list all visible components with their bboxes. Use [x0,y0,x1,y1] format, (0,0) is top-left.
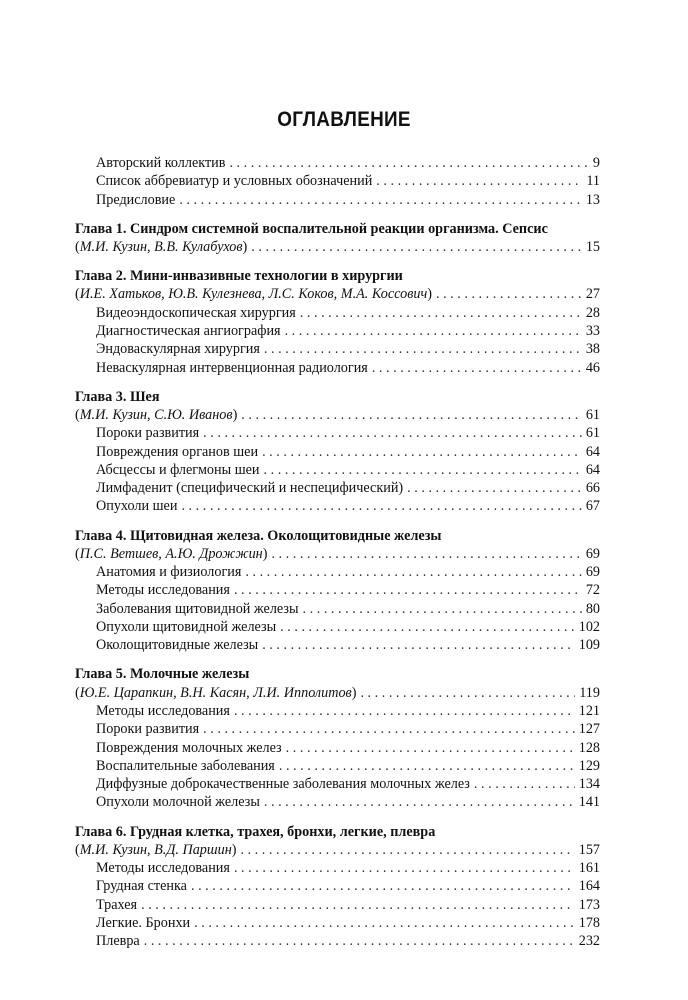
dot-leader [264,793,575,811]
dot-leader [194,914,575,932]
page-number: 15 [585,238,600,255]
chapter-2 [75,267,600,377]
page-number: 127 [578,721,600,738]
page-number: 69 [585,545,600,562]
toc-entry[interactable] [75,191,600,209]
page-number: 38 [585,341,600,358]
entry-label: Лимфаденит (специфический и неспецифический) [96,480,404,497]
chapter-authors: М.И. Кузин, С.Ю. Иванов [79,406,233,423]
toc-entry[interactable] [75,563,600,581]
entry-label: Пороки развития [96,721,200,738]
chapter-4 [75,527,600,655]
chapter-authors-entry[interactable] [75,238,600,256]
toc-entry[interactable] [75,618,600,636]
chapter-6 [75,823,600,951]
entry-label: Грудная стенка [96,878,187,895]
dot-leader [203,424,582,442]
page-number: 28 [585,304,600,321]
dot-leader [271,545,581,563]
dot-leader [241,406,582,424]
authors-wrap: (Ю.Е. Царапкин, В.Н. Касян, Л.И. Ипполитов) [75,684,357,701]
authors-wrap: (М.И. Кузин, В.В. Кулабухов) [75,238,248,255]
page-number: 121 [578,703,600,719]
page-number: 61 [585,425,600,442]
page-number: 134 [578,776,600,793]
toc-entry[interactable] [75,932,600,950]
chapter-title[interactable]: Глава 3. Шея [75,388,160,405]
entry-label: Опухоли молочной железы [96,794,260,811]
dot-leader [191,877,575,895]
toc-entry[interactable] [75,896,600,914]
entry-label: Плевра [96,933,140,950]
front-matter [75,154,600,209]
entry-label: Анатомия и физиология [96,564,242,581]
entry-label: Методы исследования [96,860,230,877]
entry-label: Пороки развития [96,425,200,442]
dot-leader [234,859,575,877]
entry-label: Трахея [96,896,138,913]
dot-leader [203,720,575,738]
page-number: 119 [579,684,600,701]
dot-leader [240,841,574,859]
page-number: 33 [585,322,600,339]
toc-entry[interactable] [75,914,600,932]
dot-leader [144,932,575,950]
page-number: 46 [585,359,600,376]
page-number: 102 [578,619,600,636]
page-number: 66 [585,480,600,497]
dot-leader [436,285,582,303]
entry-label: Список аббревиатур и условных обозначений [96,173,373,190]
entry-label: Воспалительные заболевания [96,757,275,774]
dot-leader [286,739,575,757]
entry-label: Авторский коллектив [96,155,226,171]
chapter-title[interactable]: Глава 4. Щитовидная железа. Околощитовидные железы [75,527,442,544]
entry-label: Опухоли щитовидной железы [96,619,277,636]
toc-entry[interactable] [75,877,600,895]
page-number: 69 [585,564,600,581]
page-number: 11 [586,173,600,190]
dot-leader [360,684,575,702]
chapter-title[interactable]: Глава 2. Мини-инвазивные технологии в хирургии [75,268,403,285]
authors-wrap: (П.С. Ветшев, А.Ю. Дрожжин) [75,545,268,562]
page-number: 173 [578,896,600,913]
authors-wrap: (М.И. Кузин, С.Ю. Иванов) [75,406,238,423]
dot-leader [245,563,581,581]
page-number: 13 [585,191,600,208]
entry-label: Методы исследования [96,582,230,599]
page-number: 232 [578,933,600,950]
dot-leader [474,775,575,793]
page-number: 128 [578,739,600,756]
chapter-authors: П.С. Ветшев, А.Ю. Дрожжин [79,545,263,562]
chapter-authors: И.Е. Хатьков, Ю.В. Кулезнева, Л.С. Коков, М.А. Коссович [79,286,428,303]
table-of-contents [75,154,600,961]
dot-leader [303,600,582,618]
toc-entry[interactable] [75,443,600,461]
entry-label: Диагностическая ангиография [96,322,281,339]
page-number: 157 [578,841,600,858]
chapter-authors-entry[interactable] [75,545,600,563]
page-number: 61 [585,406,600,423]
dot-leader [234,702,575,720]
entry-label: Заболевания щитовидной железы [96,600,299,617]
page-number: 80 [585,600,600,617]
entry-label: Повреждения органов шеи [96,443,259,460]
toc-entry[interactable] [75,322,600,340]
toc-entry[interactable] [75,461,600,479]
toc-entry[interactable] [75,172,600,190]
page-number: 27 [585,286,600,303]
dot-leader [300,304,582,322]
dot-leader [407,479,582,497]
toc-entry[interactable] [75,304,600,322]
entry-label: Околощитовидные железы [96,637,259,654]
toc-entry[interactable] [75,340,600,358]
chapter-3 [75,388,600,516]
chapter-1 [75,220,600,257]
dot-leader [262,636,575,654]
dot-leader [264,461,582,479]
dot-leader [372,359,582,377]
dot-leader [179,191,581,209]
page-number: 64 [585,461,600,478]
page-title: ОГЛАВЛЕНИЕ [277,108,411,131]
page-number: 64 [585,443,600,460]
dot-leader [280,618,575,636]
dot-leader [262,443,582,461]
toc-entry[interactable] [75,154,600,172]
toc-entry[interactable] [75,600,600,618]
page-number: 109 [578,637,600,654]
dot-leader [264,340,582,358]
page-number: 9 [592,155,600,171]
chapter-title[interactable]: Глава 1. Синдром системной воспалительной реакции организма. Сепсис [75,220,548,237]
entry-label: Легкие. Бронхи [96,915,191,932]
authors-wrap: (И.Е. Хатьков, Ю.В. Кулезнева, Л.С. Коков, М.А. Коссович) [75,286,432,303]
toc-entry[interactable] [75,424,600,442]
page-number: 129 [578,757,600,774]
chapter-title[interactable]: Глава 6. Грудная клетка, трахея, бронхи, легкие, плевра [75,823,436,840]
page-number: 164 [578,878,600,895]
entry-label: Предисловие [96,191,176,208]
entry-label: Абсцессы и флегмоны шеи [96,461,260,478]
toc-entry[interactable] [75,636,600,654]
page-number: 72 [585,582,600,599]
chapter-5 [75,665,600,811]
toc-entry[interactable] [75,757,600,775]
toc-entry[interactable] [75,793,600,811]
toc-entry[interactable] [75,359,600,377]
chapter-title[interactable]: Глава 5. Молочные железы [75,666,250,683]
chapter-authors-entry[interactable] [75,285,600,303]
entry-label: Опухоли шеи [96,498,178,515]
page-number: 161 [578,860,600,877]
toc-entry[interactable] [75,581,600,599]
dot-leader [141,896,575,914]
dot-leader [376,172,582,190]
entry-label: Эндоваскулярная хирургия [96,341,260,358]
toc-entry[interactable] [75,479,600,497]
toc-entry[interactable] [75,702,600,720]
chapter-authors-entry[interactable] [75,406,600,424]
chapter-authors: М.И. Кузин, В.В. Кулабухов [79,238,243,255]
toc-entry[interactable] [75,497,600,515]
dot-leader [279,757,575,775]
page-number: 67 [585,498,600,515]
toc-entry[interactable] [75,775,600,793]
dot-leader [229,154,588,172]
entry-label: Видеоэндоскопическая хирургия [96,304,296,321]
toc-entry[interactable] [75,720,600,738]
dot-leader [181,497,581,515]
toc-entry[interactable] [75,859,600,877]
entry-label: Диффузные доброкачественные заболевания молочных желез [96,776,470,793]
entry-label: Неваскулярная интервенционная радиология [96,359,368,376]
dot-leader [285,322,582,340]
chapter-authors: Ю.Е. Царапкин, В.Н. Касян, Л.И. Ипполитов [79,684,352,701]
entry-label: Методы исследования [96,703,230,719]
page-number: 141 [578,794,600,811]
chapter-authors-entry[interactable] [75,684,600,702]
dot-leader [234,581,582,599]
entry-label: Повреждения молочных желез [96,739,282,756]
page-number: 178 [578,915,600,932]
chapter-authors-entry[interactable] [75,841,600,859]
toc-entry[interactable] [75,739,600,757]
chapter-authors: М.И. Кузин, В.Д. Паршин [79,841,232,858]
authors-wrap: (М.И. Кузин, В.Д. Паршин) [75,841,237,858]
dot-leader [251,238,582,256]
